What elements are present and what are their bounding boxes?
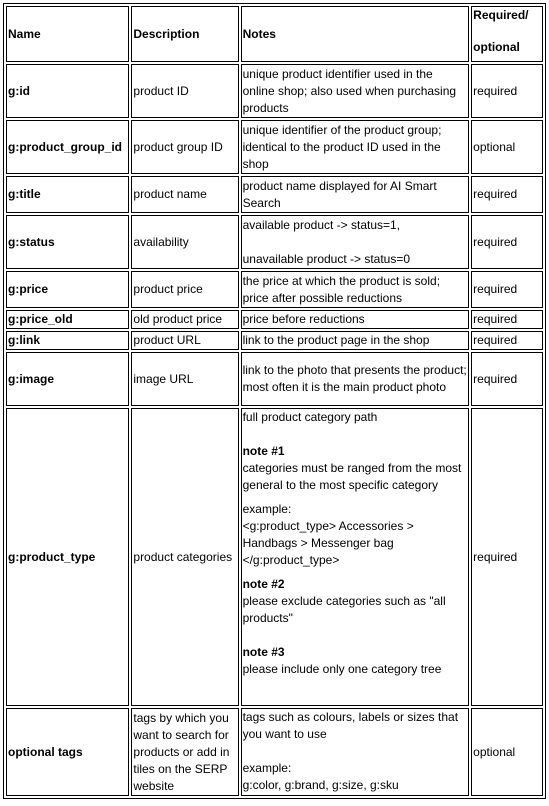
tag-description: product URL <box>131 331 238 350</box>
tag-requirement: optional <box>471 708 543 796</box>
tag-requirement: required <box>471 176 543 213</box>
tag-notes: unique product identifier used in the online shop; also used when purchasing products <box>241 64 470 118</box>
tag-requirement: required <box>471 310 543 329</box>
table-row <box>6 176 543 213</box>
table-row <box>6 310 543 329</box>
table-row <box>6 120 543 174</box>
table-header-row <box>6 6 543 62</box>
tag-name: g:price_old <box>6 310 129 329</box>
header-name: Name <box>6 6 129 62</box>
tag-notes: price before reductions <box>241 310 470 329</box>
notes-line: available product -> status=1, <box>242 217 401 232</box>
tag-name: g:link <box>6 331 129 350</box>
tag-name: g:status <box>6 215 129 269</box>
tag-notes <box>241 708 470 796</box>
header-required-optional <box>471 6 543 62</box>
tag-description: product price <box>131 271 238 308</box>
tag-requirement: required <box>471 64 543 118</box>
tag-requirement: required <box>471 331 543 350</box>
example-text: <g:product_type> Accessories > Handbags > Messenger bag </g:product_type> <box>242 519 414 567</box>
header-description: Description <box>131 6 238 62</box>
tag-requirement: optional <box>471 120 543 174</box>
tag-description: tags by which you want to search for products or add in tiles on the SERP website <box>131 708 238 796</box>
tag-requirement: required <box>471 271 543 308</box>
table-row <box>6 408 543 706</box>
tag-description: availability <box>131 215 238 269</box>
table-row <box>6 64 543 118</box>
header-optional-label: optional <box>473 40 520 54</box>
example-text: g:color, g:brand, g:size, g:sku <box>242 778 399 792</box>
note-title: note #2 <box>242 577 285 591</box>
tag-notes: link to the photo that presents the product; most often it is the main product photo <box>241 352 470 406</box>
example-label: example: <box>242 502 292 516</box>
example-label: example: <box>242 761 292 775</box>
tag-description: image URL <box>131 352 238 406</box>
table-wrapper <box>3 3 546 799</box>
tag-name: g:title <box>6 176 129 213</box>
tag-description: old product price <box>131 310 238 329</box>
notes-intro: full product category path <box>242 410 378 424</box>
table-row <box>6 708 543 796</box>
tag-name: g:id <box>6 64 129 118</box>
table-row <box>6 271 543 308</box>
tag-description: product ID <box>131 64 238 118</box>
tag-notes: product name displayed for AI Smart Search <box>241 176 470 213</box>
note-title: note #3 <box>242 645 285 659</box>
tag-requirement: required <box>471 408 543 706</box>
notes-intro: tags such as colours, labels or sizes that you want to use <box>242 710 459 741</box>
tag-notes <box>241 215 470 269</box>
table-row <box>6 215 543 269</box>
tag-description: product categories <box>131 408 238 706</box>
tag-description: product group ID <box>131 120 238 174</box>
table-row <box>6 352 543 406</box>
header-required-label: Required/ <box>473 8 529 22</box>
tag-description: product name <box>131 176 238 213</box>
notes-line: unavailable product -> status=0 <box>242 251 411 266</box>
tag-name: g:product_group_id <box>6 120 129 174</box>
note-text: categories must be ranged from the most general to the most specific category <box>242 461 462 492</box>
tag-requirement: required <box>471 352 543 406</box>
tag-requirement: required <box>471 215 543 269</box>
tag-name: g:product_type <box>6 408 129 706</box>
table-row <box>6 331 543 350</box>
tag-name: g:price <box>6 271 129 308</box>
tag-notes <box>241 408 470 706</box>
tag-notes: link to the product page in the shop <box>241 331 470 350</box>
tag-notes: unique identifier of the product group; identical to the product ID used in the shop <box>241 120 470 174</box>
tag-name: optional tags <box>6 708 129 796</box>
tag-notes: the price at which the product is sold; price after possible reductions <box>241 271 470 308</box>
header-notes: Notes <box>241 6 470 62</box>
note-title: note #1 <box>242 444 285 458</box>
note-text: please include only one category tree <box>242 662 442 676</box>
note-text: please exclude categories such as "all products" <box>242 594 446 625</box>
product-feed-tags-table <box>3 3 546 799</box>
tag-name: g:image <box>6 352 129 406</box>
